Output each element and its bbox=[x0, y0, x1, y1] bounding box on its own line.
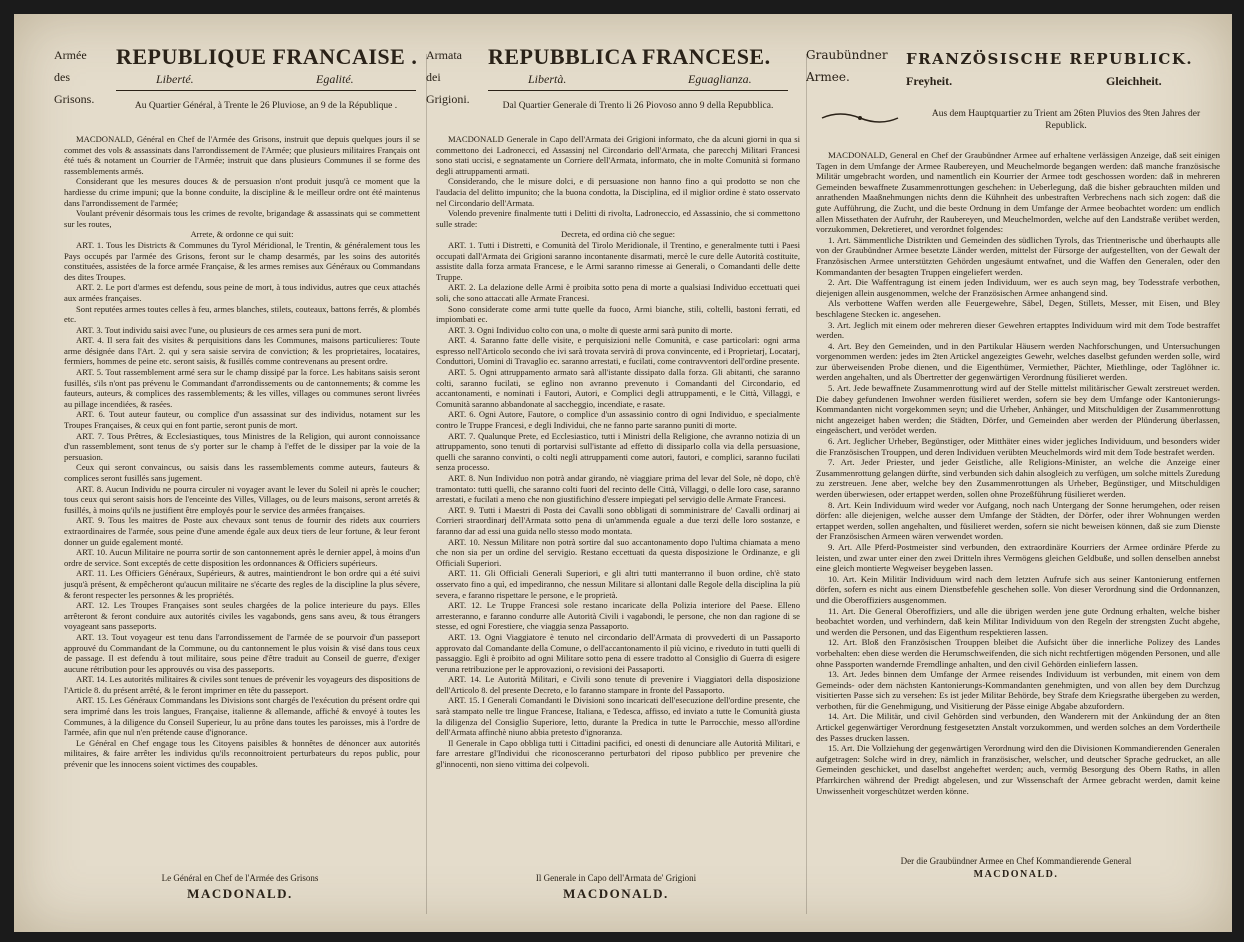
motto: Liberté. Egalité. bbox=[116, 70, 416, 91]
republic-title: FRANZÖSISCHE REPUBLICK. bbox=[906, 50, 1194, 68]
signature: Der die Graubündner Armee en Chef Kommandierende General MACDONALD. bbox=[900, 856, 1132, 880]
army-name: Armée des Grisons. bbox=[54, 48, 95, 106]
signature: Il Generale in Capo dell'Armata de' Grigioni MACDONALD. bbox=[535, 873, 697, 901]
italian-column bbox=[426, 44, 806, 924]
headquarters-line: Aus dem Hauptquartier zu Trient am 26ten Pluvios des 9ten Jahres der Republick. bbox=[931, 109, 1201, 131]
german-column bbox=[806, 44, 1226, 924]
republic-title: REPUBLIQUE FRANCAISE . bbox=[116, 44, 418, 69]
headquarters-line: Dal Quartier Generale di Trento li 26 Piovoso anno 9 della Repubblica. bbox=[502, 101, 774, 111]
signature: Le Général en Chef de l'Armée des Grisons MACDONALD. bbox=[161, 873, 319, 901]
decree-text: MACDONALD, General en Chef der Graubündner Armee auf erhaltene verlässigen Anzeige, daß seit einigen Tagen in dem Umfange der Armee Raubereyen, und Meuchelmorde begangen werden: daß manche französische Militär umgebracht worden, und namentlich ein Kourrier der Armee todt geschossen worden: daß in mehreren Gemeinden bewaffnete Zusammenrottungen geschehen: in Ueberlegung, daß die bisher gebrauchten milden und anrathenden Maaßnehmungen nichts denn die Kühnheit des unbestraften Verbrechens nach sich zogen: daß die gute Aufführung, die Zucht, und die beste Ordnung in dem Umfange der Armee beobachtet worden: um endlich allen Missethaten der Aufruhr, der Raubereyen, und Meuchelmorden, welche auf den Landstraße verübet werden, vorzukommen, Dekretieret, und verordnet folgendes: 1. Art. Sämmentliche Distrikten und Gemeinden des südlichen Tyrols, das Trientnerische und überhaupts alle von der Graubündner Armee besetzte Länder werden, mittelst der Fürsorge der aufgestellten, von der Gewalt der Französischen Armee unterstützten Gehörden ungesäumt entwafnet, und die Waffen den Generalen, oder den Kommandanten der besagten Truppen eingeliefert werden. 2. Art. Die Waffentragung ist einem jeden Individuum, wer es auch seyn mag, bey Todesstrafe verbothen, diejenigen allein ausgenommen, welche der Französischen Armee anhangend sind. Als verbottene Waffen werden alle Feuergewehre, Säbel, Degen, Stillets, Messer, mit Eisen, und Bley beschlagene Stecken ic. angesehen. 3. Art. Jeglich mit einem oder mehreren dieser Gewehren ertapptes Individuum wird mit dem Tode bestraffet werden. 4. Art. Bey den Gemeinden, und in den Partikular Häusern werden Nachforschungen, und Untersuchungen vorgenommen werden: jedes im 2ten Artickel angezeigtes Gewehr, welches daselbst gefunden werden solle, wird zur überweisenden Probe dienen, und die Eigenthümer, Vermiether, Pächter, Miethlinge, oder Taglöhner ic. werden angehalten, und als Übertretter der gegenwärtigen Verordnung füsilieret werden. 5. Art. Jede bewaffnete Zusammenrottung wird auf der Stelle mittelst militärischer Gewalt zerstreuet werden. Die dabey gefundenen Inwohner werden füsilieret werden, sofern sie bey dem Umfange oder Kantonierungs-Kommandanten nicht vorgekommen seyn; und die Urheber, Anhänger, und Mitschuldigen der Zusammenrottung nicht angezeiget haben werden; die Städten, Dörfer, und Gemeinden aber werden der Plünderung überlassen, eingeäschert, und verödet werden. 6. Art. Jeglicher Urheber, Begünstiger, oder Mitthäter eines wider jegliches Individuum, und besonders wider die Französischen Trouppen, und deren Individuen verübten Meuchelmords wird mit dem Tode bestrafet werden. 7. Art. Jeder Priester, und jeder Geistliche, alle Religions-Minister, an welche die Anzeige einer Zusammenrottung gelangen dürfte, sind verbunden sich dahin alsogleich zu verfügen, um solche mittels Zuredung zu zerstreuen. Jene aber, welche bey den Zusammenrottungen als Urheber, Begünstiger, und Mitschuldigen werden überwiesen, oder ertappet werden, sollen ohne Prozeßführung füsilieret werden. 8. Art. Kein Individuum wird weder vor Aufgang, noch nach Untergang der Sonne herumgehen, oder reisen dörfen: alle diejenigen, welche ausser dem Umfange der Städten, der Dörfer, oder ihrer Wohnungen werden ertappet werden, sollen angehalten, und füsilieret werden, sofern sie nicht beweisen können, daß sie zum Dienste der Französischen Armeen wären verwendet worden. 9. Art. Alle Pferd-Postmeister sind verbunden, den extraordinäre Kourriers der Armee ordinäre Pferde zu leisten, und zwar unter einer den zwei Dritteln ihres Vermögens gleichen Geldbuße, und sollen denselben annebst eine gleich montierte Wegweiser beygeben lassen. 10. Art. Kein Militär Individuum wird nach dem letzten Aufrufe sich aus seiner Kantonierung entfernen dörfen, sofern es nicht aus einem Dienstbefehle geschehen solle. Von dieser Verordnung sind die Ordonnanzen, und die Oberoffiziers ausgenommen. 11. Art. Die General Oberoffiziers, und alle die übrigen werden jene gute Ordnung erhalten, welche bisher beobachtet worden, und verhindern, daß kein Militar Individuum von den Regeln der strengsten Zucht abgehe, und werden die Personen, und das Eigenthum respektieren lassen. 12. Art. Bloß den Französischen Trouppen bleibet die Aufsicht über die innerliche Polizey des Landes vorbehalten: eben diese werden die Herumschweifenden, die sich nicht rechtfertigen mögenden Personen, und alle ohne Passporten wandernde Fremdlinge anhalten, und den civil Gehörden einliefern lassen. 13. Art. Jedes binnen dem Umfange der Armee reisendes Individuum ist verbunden, mit einem von dem Gemeinds- oder dem nächsten Kantonierungs-Kommandanten genehmigten, und von allen bey dem Durchzug visitierten Passe sich zu versehen: Es ist jeder Militar Behörde, bey Strafe dem Kriegsrathe übergeben zu werden, verbothen, für die Genehmigung, und Visitierung der Pässe einige Abgabe abzufordern. 14. Art. Die Militär, und civil Gehörden sind verbunden, den Wanderern mit der Ankündung der an 8ten Artickel gegenwärtiger Verordnung festgesetzten Anstalt vorzukommen, und werden solches an dem Vordertheile des Passes drucken lassen. 15. Art. Die Vollziehung der gegenwärtigen Verordnung wird den die Divisionen Kommandierenden Generalen aufgetragen: Solche wird in drey, nämlich in französischer, welscher, und deutscher Sprache gedrucket, an alle Gemeinden geschicket, und daselbst angeheftet werden; auch, vermög Besorgung des Obern Raths, in allen Pfarrkirchen während der Predigt abgelesen, und zur Wissenschaft der Armee gebracht werden, damit keine Unwissenheit vorgeschützet werden könne. bbox=[816, 150, 1220, 796]
army-name: Armata dei Grigioni. bbox=[426, 48, 470, 106]
motto: Libertà. Eguaglianza. bbox=[488, 70, 788, 91]
proclamation-sheet bbox=[14, 14, 1232, 932]
decree-text: MACDONALD Generale in Capo dell'Armata dei Grigioni informato, che da alcuni giorni in qua si commettono dei Ladronecci, ed Assassinj nel Circondario dell'Armata, che parecchj Militari Francesi sono stati uccisi, e segnatamente un Corriere dell'Armata, informato, che in molte Comunità si formano degli attruppamenti armati. Considerando, che le misure dolci, e di persuasione non hanno fino a quì prodotto se non che l'audacia del delitto impunito; che la buona condotta, la Disciplina, ed il miglior ordine è stato osservato nel Circondario dell'Armata. Volendo prevenire finalmente tutti i Delitti di rivolta, Ladroneccio, ed Assassinio, che si commettono sulle strade: Decreta, ed ordina ciò che segue: ART. 1. Tutti i Distretti, e Comunità del Tirolo Meridionale, il Trentino, e generalmente tutti i Paesi occupati dall'Armata dei Grigioni saranno incontanente disarmati, mercè le cure delle Autorità costituite, assistite dalla forza armata Francese, e le Armi saranno rimesse ai Generali, o Comandanti delle dette Truppe. ART. 2. La delazione delle Armi è proibita sotto pena di morte a qualsiasi Individuo eccettuati quei soli, che sono attaccati alle Armate Francesi. Sono considerate come armi tutte quelle da fuoco, Armi bianche, stili, coltelli, bastoni ferrati, ed impiombati ec. ART. 3. Ogni Individuo colto con una, o molte di queste armi sarà punito di morte. ART. 4. Saranno fatte delle visite, e perquisizioni nelle Comunità, e case particolari: ogni arma espresso nell'Articolo secondo che ivi sarà trovata servirà di prova convincente, ed i Proprietarj, Locatarj, Conduttori, Uomini di Travaglio ec. saranno arrestati, e fucilati, come contravventori dell'ordine presente. ART. 5. Ogni attruppamento armato sarà all'istante dissipato dalla forza. Gli abitanti, che saranno colti, saranno fucilati, se eglino non avranno prevenuto i Comandanti del Circondario, ed accantonamenti, e nominati i Fautori, Autori, e Complici degli attruppamenti, e le Città, Villaggi, e Comunità saranno abbandonate al saccheggio, incendiate, e rasate. ART. 6. Ogni Autore, Fautore, o complice d'un assassinio contro di ogni Individuo, e specialmente contro le Truppe Francesi, e degli Individui, che ne fanno parte saranno puniti di morte. ART. 7. Qualunque Prete, ed Ecclesiastico, tutti i Ministri della Religione, che avranno notizia di un attruppamento, sono tenuti di portarvisi sull'istante ad effetto di dissiparlo colla via della persuasione, quelli che saranno convinti, o colti negli attruppamenti come autori, fautori, e complici, saranno fucilati senza processo. ART. 8. Nun Individuo non potrà andar girando, nè viaggiare prima del levar del Sole, nè dopo, ch'è tramontato: tutti quelli, che saranno colti fuori del recinto delle Città, Villaggi, o delle loro case, saranno arrestati, e fucilati a meno che non giustifichino d'essere impiegati pel servigio delle Armate Francesi. ART. 9. Tutti i Maestri di Posta dei Cavalli sono obbligati di somministrare de' Cavalli ordinarj ai Corrieri straordinarj dell'Armata sotto pena di un'ammenda eguale a due terzi delle loro sostanze, e faranno dar ad essi una guida nello stesso modo montata. ART. 10. Nessun Militare non potrà sortire dal suo accantonamento dopo l'ultima chiamata a meno che non sia per un ordine del servigio. Restano eccettuati da questa disposizione le Ordinanze, e gli Officiali Superiori. ART. 11. Gli Officiali Generali Superiori, e gli altri tutti manterranno il buon ordine, ch'è stato osservato fino a quì, ed impediranno, che nessun Militare si allontani dalle Regole della disciplina la più severa, e faranno rispettare le persone, e le proprietà. ART. 12. Le Truppe Francesi sole restano incaricate della Polizia interiore del Paese. Elleno arresteranno, e faranno condurre alle Autorità Civili i vagabondi, le persone, che non dan ragione di se stesse, ed ogni Forestiere, che viaggia senza Passaporto. ART. 13. Ogni Viaggiatore è tenuto nel circondario dell'Armata di provvederti di un Passaporto approvato dal Comandante della Comune, o dell'accantonamento il più vicino, e riveduto in tutti quelli di passaggio. Egli è proibito ad ogni Militare sotto pena di essere tradotto al Consiglio di Guerra di esigere veruna retribuzione per le approvazioni, o revisioni dei Passaporti. ART. 14. Le Autorità Militari, e Civili sono tenute di prevenire i Viaggiatori della disposizione dell'Articolo 8. del presente Decreto, e lo faranno stampare in fronte del Passaporto. ART. 15. I Generali Comandanti le Divisioni sono incaricati dell'esecuzione dell'ordine presente, che sarà stampato nelle tre lingue Francese, Italiana, e Tedesca, affisso, ed inviato a tutte le Comunità giusta la diligenza del Consiglio Superiore, letto, durante la Predica in tutte le Parrocchie, messo all'ordine dell'Armata affinchè niuno abbia pretesto d'ignoranza. Il Generale in Capo obbliga tutti i Cittadini pacifici, ed onesti di denunciare alle Autorità Militari, e fare arrestare gl'Individui che riconosceranno perturbatori del riposo pubblico per prevenire che gl'innocenti, non sieno vittima dei colpevoli. bbox=[436, 134, 800, 770]
french-column bbox=[54, 44, 426, 924]
army-name: Graubündner Armee. bbox=[806, 48, 888, 84]
ornament-icon bbox=[820, 108, 900, 128]
headquarters-line: Au Quartier Général, à Trente le 26 Pluviose, an 9 de la République . bbox=[134, 101, 398, 111]
decree-text: MACDONALD, Général en Chef de l'Armée des Grisons, instruit que depuis quelques jours il se commet des vols & assassinats dans l'arrondissement de l'Armée; que plusieurs militaires Français ont été tués & notament un Courrier de l'Armée; instruit que dans plusieurs Communes il se forme des rassemblements armés. Considerant que les mesures douces & de persuasion n'ont produit jusqu'à ce moment que la hardiesse du crime impuni; que la bonne conduite, la discipline & le meilleur ordre ont été maintenus dans l'arrondissement de l'armée; Voulant prévenir désormais tous les crimes de revolte, brigandage & assassinats qui se commettent sur les routes, Arrete, & ordonne ce qui suit: ART. 1. Tous les Districts & Communes du Tyrol Méridional, le Trentin, & généralement tous les Pays occupés par l'armée des Grisons, feront sur le champ desarmés, par les soins des autorités constituées, assistées de la force armée Française, & les armes remises aux Généraux ou Commandans des dites Troupes. ART. 2. Le port d'armes est defendu, sous peine de mort, à tous individus, autres que ceux attachés aux armées françaises. Sont reputées armes toutes celles à feu, armes blanches, stilets, couteaux, battons ferrés, & plombés etc. ART. 3. Tout individu saisi avec l'une, ou plusieurs de ces armes sera puni de mort. ART. 4. Il sera fait des visites & perquisitions dans les Communes, maisons particulieres: Toute arme désignée dans l'Art. 2. qui y sera saisie servira de conviction; & les proprietaires, locataires, fermiers, hommes de peine etc. seront saisis, & fusillés comme contrevenans au present ordre. ART. 5. Tout rassemblement armé sera sur le champ dissipé par la force. Les habitans saisis seront fusillés, s'ils n'ont pas prévenu le Commandant d'arrondissements ou de cantonnements; & comme les fauteurs, auteurs, & complices des rassemblements; & les villes, villages ou communes seront livrées au pillage incendiées, & rasées. ART. 6. Tout auteur fauteur, ou complice d'un assassinat sur des individus, notament sur les Troupes Françaises, & ceux qui en font partie, seront punis de mort. ART. 7. Tous Prêtres, & Ecclesiastiques, tous Ministres de la Religion, qui auront connoissance d'un rassemblement, sont tenus de s'y porter sur le champ à l'effet de le dissiper par la voie de la persuasion. Ceux qui seront convaincus, ou saisis dans les rassemblements comme auteurs, fauteurs & complices seront fusillés sans jugement. ART. 8. Aucun Individu ne pourra circuler ni voyager avant le lever du Soleil ni après le coucher; tous ceux qui seront saisis hors de l'enceinte des Villes, Villages, ou de leurs maisons, seront arretés & fusillés, à moins qu'ils ne justifient être employés pour le service des armées françaises. ART. 9. Tous les maitres de Poste aux chevaux sont tenus de fournir des ridets aux courriers extraordinaires de l'armée, sous peine d'une amende égale aux deux tiers de leur fortune, & leur feront donner un guide egalement monté. ART. 10. Aucun Militaire ne pourra sortir de son cantonnement après le dernier appel, à moins d'un ordre de service. Sont exceptés de cette disposition les ordonnances & Officiers supérieurs. ART. 11. Les Officiers Généraux, Supérieurs, & autres, maintiendront le bon ordre qui a été suivi jusqu'à présent, & empêcheront qu'aucun militaire ne s'écarte des regles de la discipline la plus sévere, & feront respecter les personnes & les propriétés. ART. 12. Les Troupes Françaises sont seules chargées de la police interieure du pays. Elles arrêteront & feront conduire aux autorités civiles les vagabonds, gens sans aveu, & tous étrangers voyageant sans passeports. ART. 13. Tout voyageur est tenu dans l'arrondissement de l'armée de se pourvoir d'un passeport approuvé du Commandant de la Commune, ou du cantonnement le plus voisin & visé dans tous ceux de passage. Il est defendu à tout militaire, sous peine d'être traduit au Conseil de guerre, d'exiger aucune rétribution pour les approuvés ou visa des passeports. ART. 14. Les autorités militaires & civiles sont tenues de prévenir les voyageurs des dispositions de l'Article 8. du présent arrêté, & le feront imprimer en tête du passeport. ART. 15. Les Généraux Commandans les Divisions sont chargés de l'exécution du présent ordre qui sera imprimé dans les trois langues, Française, italienne & allemande, affiché & envoyé à toutes les Communes, à la diligence du Conseil Superieur, lu au prône dans toutes les paroisses, mis à l'ordre de l'armée, afin que nul n'en prétende cause d'ignorance. Le Général en Chef engage tous les Citoyens paisibles & honnêtes de dénoncer aux autorités militaires, & faire arrêter les individus qu'ils reconnoitroient perturbateurs du repos public, pour prévenir que les innocens soient victimes des coupables. bbox=[64, 134, 420, 770]
republic-title: REPUBBLICA FRANCESE. bbox=[488, 44, 771, 69]
motto: Freyheit. Gleichheit. bbox=[906, 74, 1162, 88]
